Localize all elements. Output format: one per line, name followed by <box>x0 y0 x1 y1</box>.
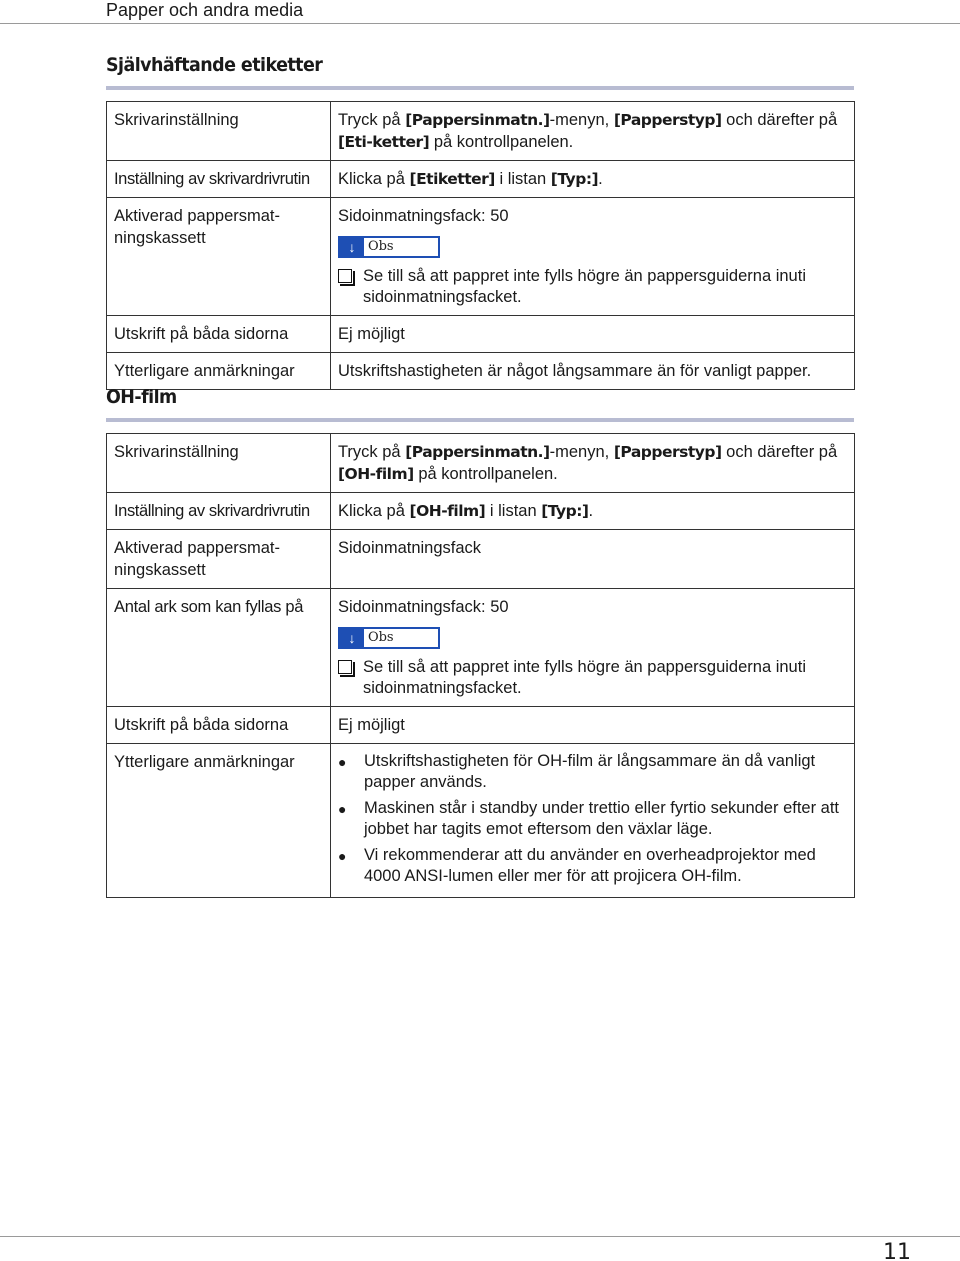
header-divider <box>0 23 960 24</box>
list-item <box>338 798 847 840</box>
text: och därefter på <box>721 111 838 129</box>
table-row <box>107 530 855 589</box>
section-rule-labels <box>106 86 854 90</box>
note-text: Se till så att pappret inte fylls högre än pappersguiderna inuti sidoinmatningsfacket. <box>362 267 806 306</box>
row-value <box>330 102 854 161</box>
text: Klicka på <box>337 170 410 188</box>
menu-name: [Eti-ketter] <box>337 133 430 151</box>
text: . <box>598 170 603 188</box>
row-value <box>330 493 854 530</box>
row-key: Skrivarinställning <box>107 102 331 161</box>
section-title-labels: Självhäftande etiketter <box>106 54 323 76</box>
bullet-icon: ● <box>337 801 347 817</box>
table-row <box>107 353 855 390</box>
text: Klicka på <box>337 502 410 520</box>
obs-note-badge <box>338 236 440 258</box>
table-row <box>107 434 855 493</box>
row-value <box>330 744 854 898</box>
menu-name: [Papperstyp] <box>613 111 722 129</box>
menu-name: [Papperstyp] <box>613 443 722 461</box>
menu-name: [Pappersinmatn.] <box>405 443 550 461</box>
list-item-text: Maskinen står i standby under trettio eller fyrtio sekunder efter att jobbet har tagits emot eftersom den växlar läge. <box>363 799 840 838</box>
table-row <box>107 316 855 353</box>
text: Tryck på <box>337 443 406 461</box>
table-row <box>107 198 855 316</box>
menu-name: [OH-film] <box>337 465 414 483</box>
obs-note-badge <box>338 627 440 649</box>
note-text: Se till så att pappret inte fylls högre än pappersguiderna inuti sidoinmatningsfacket. <box>362 658 806 697</box>
note-item <box>338 657 847 699</box>
page-number: 11 <box>883 1240 911 1261</box>
list-item <box>338 751 847 793</box>
text: på kontrollpanelen. <box>413 465 558 483</box>
text: -menyn, <box>549 111 614 129</box>
table-row <box>107 161 855 198</box>
table-row <box>107 707 855 744</box>
row-value: Ej möjligt <box>330 316 854 353</box>
menu-name: [Typ:] <box>541 502 589 520</box>
text: Tryck på <box>337 111 406 129</box>
menu-name: [Etiketter] <box>409 170 495 188</box>
row-key: Skrivarinställning <box>107 434 331 493</box>
text: -menyn, <box>549 443 614 461</box>
labels-spec-table <box>106 101 855 390</box>
row-key: Aktiverad pappersmat-ningskassett <box>107 198 331 316</box>
row-key: Inställning av skrivardrivrutin <box>107 493 331 530</box>
text: i listan <box>494 170 551 188</box>
row-key: Utskrift på båda sidorna <box>107 316 331 353</box>
remarks-list <box>338 751 847 887</box>
row-key: Ytterligare anmärkningar <box>107 353 331 390</box>
running-header: Papper och andra media <box>106 0 304 20</box>
section-rule-oh-film <box>106 418 854 422</box>
row-key: Aktiverad pappersmat-ningskassett <box>107 530 331 589</box>
row-value: Sidoinmatningsfack <box>330 530 854 589</box>
bullet-icon: ● <box>337 754 347 770</box>
text: i listan <box>485 502 542 520</box>
text: på kontrollpanelen. <box>429 133 574 151</box>
checkbox-bullet-icon <box>338 660 352 674</box>
row-key: Inställning av skrivardrivrutin <box>107 161 331 198</box>
checkbox-bullet-icon <box>338 269 352 283</box>
row-key: Ytterligare anmärkningar <box>107 744 331 898</box>
footer-divider <box>0 1236 960 1237</box>
row-key: Antal ark som kan fyllas på <box>107 589 331 707</box>
menu-name: [Typ:] <box>550 170 599 188</box>
obs-label: Obs <box>367 630 394 645</box>
table-row <box>107 102 855 161</box>
row-value: Utskriftshastigheten är något långsammare än för vanligt papper. <box>330 353 854 390</box>
obs-label: Obs <box>367 239 394 254</box>
table-row <box>107 589 855 707</box>
note-item <box>338 266 847 308</box>
list-item-text: Utskriftshastigheten för OH-film är långsammare än då vanligt papper används. <box>363 752 816 791</box>
row-value <box>330 589 854 707</box>
tray-value: Sidoinmatningsfack: 50 <box>337 207 509 225</box>
menu-name: [Pappersinmatn.] <box>405 111 550 129</box>
capacity-value: Sidoinmatningsfack: 50 <box>337 598 509 616</box>
row-value <box>330 434 854 493</box>
table-row <box>107 493 855 530</box>
row-value: Ej möjligt <box>330 707 854 744</box>
list-item-text: Vi rekommenderar att du använder en overheadprojektor med 4000 ANSI-lumen eller mer för att projicera OH-film. <box>363 846 816 885</box>
table-row <box>107 744 855 898</box>
text: . <box>588 502 594 520</box>
bullet-icon: ● <box>337 848 347 864</box>
menu-name: [OH-film] <box>409 502 486 520</box>
row-value <box>330 198 854 316</box>
row-key: Utskrift på båda sidorna <box>107 707 331 744</box>
row-value <box>330 161 854 198</box>
text: och därefter på <box>721 443 838 461</box>
list-item <box>338 845 847 887</box>
arrow-down-icon: ↓ <box>340 238 364 256</box>
oh-film-spec-table <box>106 433 855 898</box>
arrow-down-icon: ↓ <box>340 629 364 647</box>
section-title-oh-film: OH-film <box>106 386 177 408</box>
